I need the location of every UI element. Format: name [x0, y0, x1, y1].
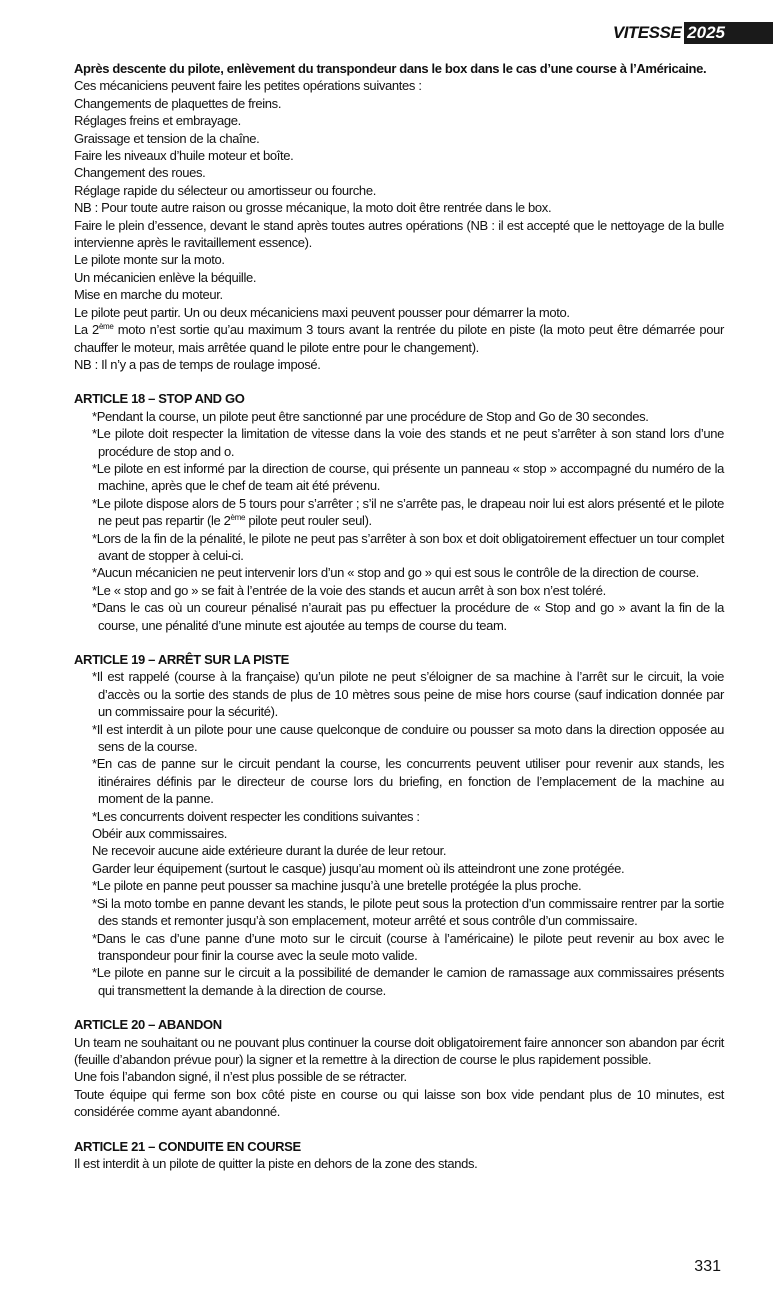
intro-line: Un mécanicien enlève la béquille.: [74, 269, 257, 285]
art19-bullet: *Si la moto tombe en panne devant les stands, le pilote peut sous la protection d’un commissaire rentrer par la sortie des stands et remonter jusqu’à son emplacement, moteur arrêté et sous contrôle d’un commissaire.: [92, 895, 724, 929]
art18-b4-post: pilote peut rouler seul).: [245, 513, 372, 529]
intro-line: Ces mécaniciens peuvent faire les petites opérations suivantes :: [74, 78, 422, 94]
page-number: 331: [694, 1258, 721, 1275]
second-bike-post: moto n’est sortie qu’au maximum 3 tours avant la rentrée du pilote en piste (la moto peut être démarrée pour chauffer le moteur, mais arrêtée quand le pilote entre pour le changement).: [74, 322, 724, 355]
art19-condition: Obéir aux commissaires.: [92, 826, 227, 842]
intro-title: Après descente du pilote, enlèvement du transpondeur dans le box dans le cas d’une course à l’Américaine.: [74, 61, 707, 76]
art18-bullet: *Le « stop and go » se fait à l’entrée de la voie des stands et aucun arrêt à son box n’est toléré.: [92, 582, 606, 598]
art18-bullet: *Le pilote en est informé par la direction de course, qui présente un panneau « stop » accompagné du numéro de la machine, après que le chef de team ait été prévenu.: [92, 460, 724, 494]
article-21-title: ARTICLE 21 – CONDUITE EN COURSE: [74, 1138, 301, 1154]
intro-line: Réglage rapide du sélecteur ou amortisseur ou fourche.: [74, 182, 376, 198]
running-header: [613, 22, 773, 44]
intro-line: Le pilote peut partir. Un ou deux mécaniciens maxi peuvent pousser pour démarrer la moto.: [74, 304, 570, 320]
intro-line: Graissage et tension de la chaîne.: [74, 130, 260, 146]
second-bike-pre: La 2: [74, 322, 99, 338]
art18-bullet: *Aucun mécanicien ne peut intervenir lors d’un « stop and go » qui est sous le contrôle de la direction de course.: [92, 565, 699, 581]
page-content: [74, 60, 724, 1172]
art21-paragraph: Il est interdit à un pilote de quitter la piste en dehors de la zone des stands.: [74, 1155, 478, 1171]
art19-condition: Garder leur équipement (surtout le casque) jusqu’au moment où ils atteindront une zone protégée.: [92, 860, 625, 876]
art18-bullet: [74, 495, 724, 530]
article-19-title: ARTICLE 19 – ARRÊT SUR LA PISTE: [74, 652, 289, 667]
art20-paragraph: Une fois l’abandon signé, il n’est plus possible de se rétracter.: [74, 1069, 407, 1085]
art18-bullet: *Pendant la course, un pilote peut être sanctionné par une procédure de Stop and Go de 30 secondes.: [92, 408, 649, 424]
art18-b4-pre: *Le pilote dispose alors de 5 tours pour s’arrêter ; s’il ne s’arrête pas, le drapeau noir lui est alors présenté et le pilote ne peut pas repartir (le 2: [92, 495, 724, 529]
second-bike-sup: ème: [98, 322, 114, 332]
intro-nb: NB : Il n’y a pas de temps de roulage imposé.: [74, 356, 321, 372]
art19-bullet: *Le pilote en panne sur le circuit a la possibilité de demander le camion de ramassage aux commissaires présents qui transmettent la demande à la direction de course.: [92, 965, 724, 998]
art18-b4-sup: ème: [230, 513, 246, 523]
header-title: VITESSE: [612, 23, 682, 42]
intro-line: Le pilote monte sur la moto.: [74, 252, 225, 268]
art20-paragraph: Toute équipe qui ferme son box côté piste en course ou qui laisse son box vide pendant plus de 10 minutes, est considérée comme ayant abandonné.: [74, 1086, 724, 1120]
art19-bullet: *Les concurrents doivent respecter les conditions suivantes :: [92, 808, 420, 824]
art19-bullet: *Le pilote en panne peut pousser sa machine jusqu’à une bretelle protégée la plus proche.: [92, 878, 582, 894]
art20-paragraph: Un team ne souhaitant ou ne pouvant plus continuer la course doit obligatoirement faire annoncer son abandon par écrit (feuille d’abandon prévue pour) la signer et la remettre à la direction de course le plus rapidement possible.: [74, 1034, 724, 1067]
art19-bullet: *Il est rappelé (course à la française) qu’un pilote ne peut s’éloigner de sa machine à l’arrêt sur le circuit, la voie d’accès ou la sortie des stands de plus de 10 mètres sous peine de mise hors course (sauf indication donnée par un commissaire pour la sécurité).: [92, 669, 724, 720]
art19-bullet: *Il est interdit à un pilote pour une cause quelconque de conduire ou pousser sa moto dans la direction opposée au sens de la course.: [92, 721, 724, 755]
intro-line: Faire les niveaux d’huile moteur et boîte.: [74, 148, 294, 164]
art19-bullet: *En cas de panne sur le circuit pendant la course, les concurrents peuvent utiliser pour revenir aux stands, les itinéraires définis par le directeur de course lors du briefing, en fonction de l’emplacement de la machine au moment de la panne.: [92, 756, 724, 807]
intro-line: Réglages freins et embrayage.: [74, 113, 241, 129]
art19-bullet: *Dans le cas d’une panne d’une moto sur le circuit (course à l’américaine) le pilote peut revenir au box avec le transpondeur pour finir la course avec la seule moto valide.: [92, 930, 724, 963]
art19-condition: Ne recevoir aucune aide extérieure durant la durée de leur retour.: [92, 843, 447, 859]
art18-bullet: *Dans le cas où un coureur pénalisé n’aurait pas pu effectuer la procédure de « Stop and go » avant la fin de la course, une pénalité d’une minute est ajoutée au temps de course du team.: [92, 600, 724, 633]
intro-line: Changement des roues.: [74, 165, 206, 181]
art18-bullet: *Le pilote doit respecter la limitation de vitesse dans la voie des stands et ne peut s’arrêter à son stand lors d’une procédure de stop and o.: [92, 426, 724, 459]
header-year: 2025: [684, 22, 773, 44]
intro-line: Mise en marche du moteur.: [74, 287, 223, 303]
intro-line: Faire le plein d’essence, devant le stand après toutes autres opérations (NB : il est accepté que le nettoyage de la bulle intervienne après le ravitaillement essence).: [74, 217, 724, 251]
article-20-title: ARTICLE 20 – ABANDON: [74, 1017, 222, 1033]
intro-line: NB : Pour toute autre raison ou grosse mécanique, la moto doit être rentrée dans le box.: [74, 200, 552, 216]
art18-bullet: *Lors de la fin de la pénalité, le pilote ne peut pas s’arrêter à son box et doit obligatoirement effectuer un tour complet avant de stopper à celui-ci.: [92, 530, 724, 563]
second-bike-paragraph: [74, 321, 724, 356]
intro-line: Changements de plaquettes de freins.: [74, 95, 282, 111]
article-18-title: ARTICLE 18 – STOP AND GO: [74, 391, 245, 407]
